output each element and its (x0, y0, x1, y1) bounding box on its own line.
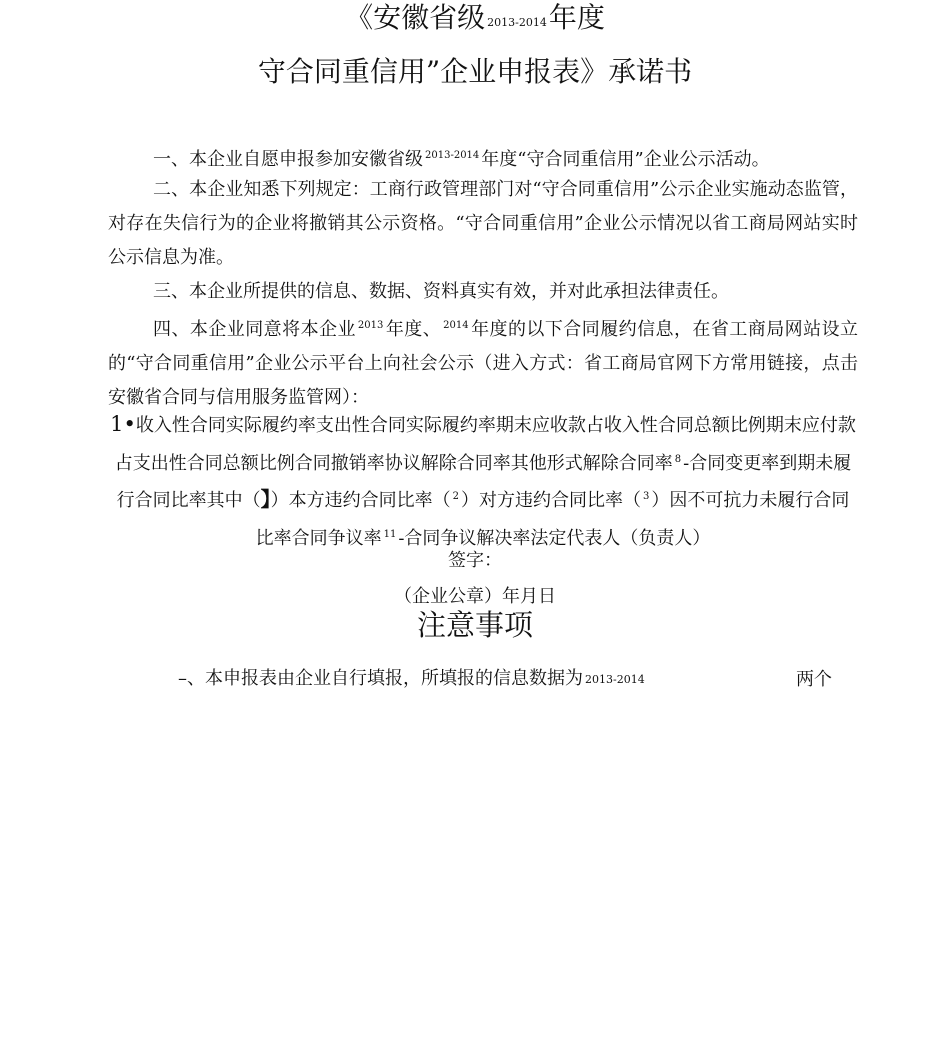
p1-years: 2013-2014 (425, 150, 480, 161)
p1-text-b: 年度“守合同重信用”企业公示活动。 (481, 149, 770, 170)
note-item-1 (178, 664, 647, 695)
list-text-d: ）对方违约合同比率（ (461, 490, 641, 511)
p4-text-b: 年度、 (385, 319, 442, 340)
note-1-years: 2013-2014 (585, 673, 645, 686)
list-sup-2: 2 (452, 491, 459, 502)
note-1-text: –、本申报表由企业自行填报，所填报的信息数据为 (178, 668, 583, 689)
seal-date-line: （企业公章）年月日 (394, 586, 556, 607)
commitment-paragraph-2: 二、本企业知悉下列规定：工商行政管理部门对“守合同重信用”公示企业实施动态监管，对存在失信行为的企业将撤销其公示资格。“守合同重信用”企业公示情况以省工商局网站实时公示信息为准。 (108, 179, 858, 268)
document-title-line-2: 守合同重信用”企业申报表》承诺书 (257, 55, 693, 88)
commitment-paragraph-4 (108, 309, 858, 415)
list-sup-11: 11 (383, 528, 397, 540)
list-text-c: ）本方违约合同比率（ (270, 490, 451, 511)
title-years: 2013-2014 (487, 16, 547, 29)
title-year-suffix: 年度 (548, 1, 605, 34)
p4-text-a: 四、本企业同意将本企业 (153, 319, 356, 340)
p4-text-c: 年度的以下合同履约信息，在省工商局网站设立的“守合同重信用”企业公示平台上向社会公示（进入方式：省工商局官网下方常用链接，点击安徽省合同与信用服务监管网）： (108, 319, 859, 408)
list-sup-3: 3 (643, 491, 650, 502)
contract-indicator-list (108, 408, 858, 555)
document-title-line-1 (0, 0, 950, 41)
note-item-1-tail: 两个 (796, 669, 832, 690)
p4-year-1: 2013 (357, 320, 384, 331)
p1-text-a: 一、本企业自愿申报参加安徽省级 (153, 149, 423, 170)
list-sup-8: 8 (674, 453, 682, 465)
list-text-b: -合同变更率到期未履行合同比率其中（ (116, 452, 852, 511)
signature-label: 签字： (448, 550, 502, 571)
list-item-number: 1• (110, 412, 136, 436)
commitment-paragraph-3: 三、本企业所提供的信息、数据、资料真实有效，并对此承担法律责任。 (153, 281, 729, 302)
p4-year-2: 2014 (443, 320, 469, 331)
list-text-f: -合同争议解决率法定代表人（负责人） (398, 527, 711, 549)
commitment-paragraph-1 (108, 139, 858, 177)
list-text-e: ）因不可抗力未履行合同比率合同争议率 (255, 490, 850, 549)
notes-heading: 注意事项 (416, 608, 533, 642)
title-prefix: 《安徽省级 (345, 1, 486, 34)
list-text-a: 收入性合同实际履约率支出性合同实际履约率期末应收款占收入性合同总额比例期末应付款占支出性合同总额比例合同撤销率协议解除合同率其他形式解除合同率 (114, 415, 856, 474)
list-bold-bracket: 】 (260, 487, 271, 511)
